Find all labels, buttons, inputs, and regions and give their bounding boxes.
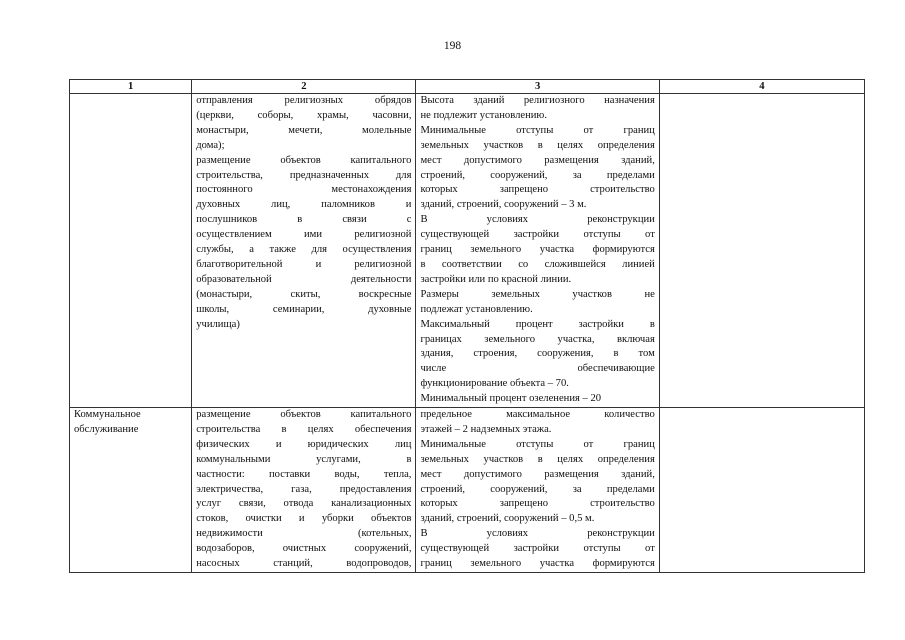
cell-line: строительства в целях обеспечения bbox=[196, 423, 412, 435]
cell-line: Размеры земельных участков не bbox=[420, 288, 655, 300]
cell-line: недвижимости (котельных, bbox=[196, 528, 412, 540]
cell-line: границ земельного участка формируются bbox=[420, 558, 655, 570]
table-cell-col3 bbox=[416, 94, 659, 408]
cell-line: здания, строения, сооружения, в том bbox=[420, 348, 655, 360]
cell-line: этажей – 2 надземных этажа. bbox=[420, 423, 552, 435]
cell-line: не подлежит установлению. bbox=[420, 109, 547, 121]
cell-line: частности: поставки воды, тепла, bbox=[196, 468, 412, 480]
cell-line: услуг связи, отвода канализационных bbox=[196, 498, 412, 510]
cell-line: духовных лиц, паломников и bbox=[196, 199, 412, 211]
header-col-1: 1 bbox=[70, 80, 192, 94]
cell-line: обслуживание bbox=[74, 423, 139, 435]
cell-line: школы, семинарии, духовные bbox=[196, 303, 412, 315]
cell-line: монастыри, мечети, молельные bbox=[196, 124, 412, 136]
cell-line: земельных участков в целях определения bbox=[420, 139, 655, 151]
table-cell-col4 bbox=[659, 94, 864, 408]
cell-line: физических и юридических лиц bbox=[196, 438, 412, 450]
cell-line: насосных станций, водопроводов, bbox=[196, 558, 412, 570]
cell-line: электричества, газа, предоставления bbox=[196, 483, 412, 495]
cell-line: земельных участков в целях определения bbox=[420, 453, 655, 465]
cell-line: которых запрещено строительство bbox=[420, 498, 655, 510]
cell-line: Максимальный процент застройки в bbox=[420, 318, 655, 330]
cell-line: которых запрещено строительство bbox=[420, 184, 655, 196]
cell-line: отправления религиозных обрядов bbox=[196, 95, 412, 106]
table-cell-col2 bbox=[192, 94, 416, 408]
cell-line: благотворительной и религиозной bbox=[196, 258, 412, 270]
cell-line: границах земельного участка, включая bbox=[420, 333, 655, 345]
zoning-table bbox=[69, 79, 865, 573]
cell-line: послушников в связи с bbox=[196, 214, 412, 226]
cell-line: размещение объектов капитального bbox=[196, 409, 412, 421]
cell-line: (монастыри, скиты, воскресные bbox=[196, 288, 412, 300]
cell-line: существующей застройки отступы от bbox=[420, 229, 655, 241]
table-cell-col3 bbox=[416, 408, 659, 573]
cell-line: осуществлением ими религиозной bbox=[196, 229, 412, 241]
cell-line: Минимальные отступы от границ bbox=[420, 124, 655, 136]
cell-line: строительства, предназначенных для bbox=[196, 169, 412, 181]
cell-line: числе обеспечивающие bbox=[420, 363, 655, 375]
cell-line: образовательной деятельности bbox=[196, 273, 412, 285]
table-cell-col1 bbox=[70, 408, 192, 573]
table-header-row bbox=[70, 80, 865, 94]
table-row bbox=[70, 408, 865, 573]
cell-line: зданий, строений, сооружений – 3 м. bbox=[420, 199, 587, 211]
cell-line: предельное максимальное количество bbox=[420, 409, 655, 421]
header-col-2: 2 bbox=[192, 80, 416, 94]
header-col-3: 3 bbox=[416, 80, 659, 94]
cell-line: коммунальными услугами, в bbox=[196, 453, 412, 465]
cell-line: существующей застройки отступы от bbox=[420, 543, 655, 555]
table-row bbox=[70, 94, 865, 408]
cell-line: службы, а также для осуществления bbox=[196, 244, 412, 256]
cell-line: в соответствии со сложившейся линией bbox=[420, 258, 655, 270]
cell-line: размещение объектов капитального bbox=[196, 154, 412, 166]
cell-line: подлежат установлению. bbox=[420, 303, 533, 315]
cell-line: строений, сооружений, за пределами bbox=[420, 483, 655, 495]
cell-line: строений, сооружений, за пределами bbox=[420, 169, 655, 181]
cell-line: зданий, строений, сооружений – 0,5 м. bbox=[420, 513, 595, 525]
cell-line: постоянного местонахождения bbox=[196, 184, 412, 196]
page-number: 198 bbox=[443, 40, 462, 52]
cell-line: стоков, очистки и уборки объектов bbox=[196, 513, 412, 525]
cell-line: училища) bbox=[196, 318, 240, 330]
cell-line: мест допустимого размещения зданий, bbox=[420, 468, 655, 480]
cell-line: мест допустимого размещения зданий, bbox=[420, 154, 655, 166]
cell-line: В условиях реконструкции bbox=[420, 214, 655, 226]
cell-line: застройки или по красной линии. bbox=[420, 273, 572, 285]
cell-line: функционирование объекта – 70. bbox=[420, 378, 569, 390]
cell-line: Высота зданий религиозного назначения bbox=[420, 95, 655, 106]
table-cell-col2 bbox=[192, 408, 416, 573]
header-col-4: 4 bbox=[659, 80, 864, 94]
table-cell-col4 bbox=[659, 408, 864, 573]
cell-line: Минимальные отступы от границ bbox=[420, 438, 655, 450]
table-cell-col1 bbox=[70, 94, 192, 408]
cell-line: Коммунальное bbox=[74, 409, 141, 421]
cell-line: Минимальный процент озеленения – 20 bbox=[420, 393, 602, 405]
cell-line: (церкви, соборы, храмы, часовни, bbox=[196, 109, 412, 121]
cell-line: водозаборов, очистных сооружений, bbox=[196, 543, 412, 555]
cell-line: В условиях реконструкции bbox=[420, 528, 655, 540]
cell-line: дома); bbox=[196, 139, 225, 151]
cell-line: границ земельного участка формируются bbox=[420, 244, 655, 256]
